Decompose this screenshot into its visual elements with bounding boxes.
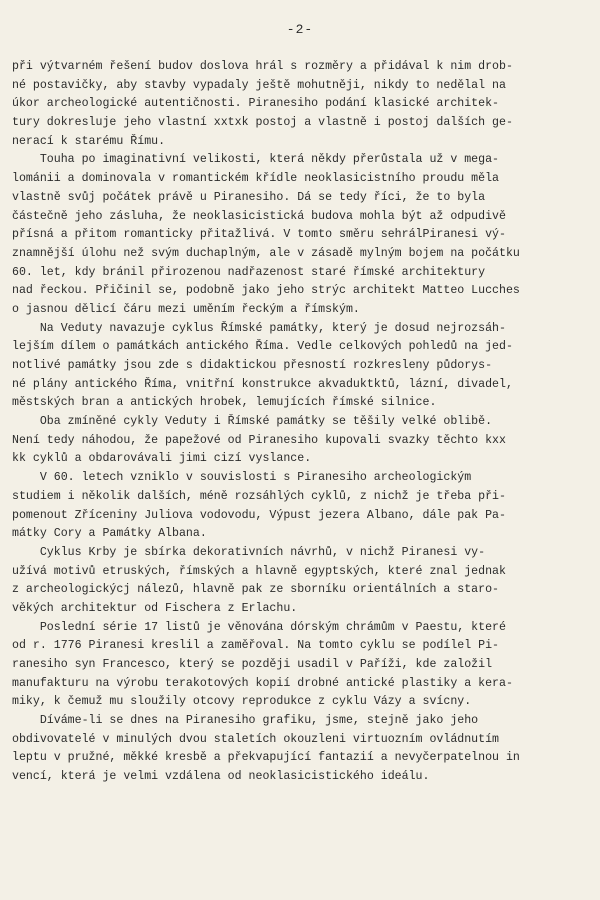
- text-line: miky, k čemuž mu sloužily otcovy reprodukce z cyklu Vázy a svícny.: [12, 695, 472, 709]
- text-line: z archeologickýcj nálezů, hlavně pak ze sborníku orientálních a staro-: [12, 583, 500, 597]
- text-line: mátky Cory a Památky Albana.: [12, 527, 207, 541]
- text-line: né plány antického Říma, vnitřní konstrukce akvaduktktů, lázní, divadel,: [12, 377, 513, 391]
- text-line: Cyklus Krby je sbírka dekorativních návrhů, v nichž Piranesi vy-: [12, 545, 486, 559]
- text-line: vencí, která je velmi vzdálena od neoklasicistického ideálu.: [12, 770, 430, 784]
- text-line: Díváme-li se dnes na Piranesiho grafiku, jsme, stejně jako jeho: [12, 714, 479, 728]
- text-line: nad řeckou. Přičinil se, podobně jako jeho strýc architekt Matteo Lucches: [12, 284, 520, 298]
- text-line: leptu v pružné, měkké kresbě a překvapující fantazií a nevyčerpatelnou in: [12, 751, 520, 765]
- text-line: lejším dílem o památkách antického Říma. Vedle celkových pohledů na jed-: [12, 340, 513, 354]
- text-line: Poslední série 17 listů je věnována dórským chrámům v Paestu, které: [12, 620, 506, 634]
- text-line: ranesiho syn Francesco, který se později usadil v Paříži, kde založil: [12, 658, 493, 671]
- text-line: městských bran a antických hrobek, lemujících římské silnice.: [12, 396, 437, 410]
- text-line: při výtvarném řešení budov doslova hrál s rozměry a přidával k nim drob-: [12, 60, 513, 73]
- text-line: znamnější úlohu než svým duchaplným, ale v zásadě mylným bojem na počátku: [12, 246, 520, 260]
- text-line: studiem i několik dalších, méně rozsáhlých cyklů, z nichž je třeba při-: [12, 489, 506, 503]
- page-number: -2-: [286, 22, 314, 37]
- text-line: věkých architektur od Fischera z Erlachu.: [12, 601, 298, 615]
- text-line: notlivé památky jsou zde s didaktickou přesností rozkresleny půdorys-: [12, 359, 493, 372]
- text-line: od r. 1776 Piranesi kreslil a zaměřoval. Na tomto cyklu se podílel Pi-: [12, 639, 500, 653]
- text-line: lománii a dominovala v romantickém křídle neoklasicistního proudu měla: [12, 172, 500, 186]
- text-line: né postavičky, aby stavby vypadaly ještě mohutněji, nikdy to nedělal na: [12, 78, 506, 92]
- text-line: manufakturu na výrobu terakotových kopií drobné antické plastiky a kera-: [12, 676, 513, 690]
- text-line: Na Veduty navazuje cyklus Římské památky, který je dosud nejrozsáh-: [12, 321, 506, 335]
- text-line: 60. let, kdy bránil přirozenou nadřazenost staré římské architektury: [12, 265, 486, 279]
- text-line: užívá motivů etruských, římských a hlavně egyptských, které znal jednak: [12, 564, 506, 578]
- text-line: vlastně svůj počátek právě u Piranesiho. Dá se tedy říci, že to byla: [12, 190, 486, 204]
- text-line: nerací k starému Římu.: [12, 134, 166, 148]
- text-line: částečně jeho zásluha, že neoklasicistická budova mohla být až odpudivě: [12, 209, 506, 223]
- text-line: Není tedy náhodou, že papežové od Piranesiho kupovali svazky těchto kxx: [12, 433, 506, 447]
- text-line: V 60. letech vzniklo v souvislosti s Piranesiho archeologickým: [12, 471, 472, 485]
- text-line: přísná a přitom romanticky přitažlivá. V tomto směru sehrálPiranesi vý-: [12, 228, 506, 242]
- text-line: Touha po imaginativní velikosti, která někdy přerůstala už v mega-: [12, 153, 500, 167]
- text-line: kk cyklů a obdarovávali jimi cizí vyslance.: [12, 452, 312, 466]
- document-body: [12, 58, 600, 787]
- text-line: o jasnou dělicí čáru mezi uměním řeckým a římským.: [12, 302, 360, 316]
- text-line: obdivovatelé v minulých dvou staletích okouzleni virtuozním ovládnutím: [12, 732, 500, 746]
- text-line: úkor archeologické autentičnosti. Piranesiho podání klasické architek-: [12, 97, 500, 111]
- text-line: Oba zmíněné cykly Veduty i Římské památky se těšily velké oblibě.: [12, 415, 493, 429]
- text-line: tury dokresluje jeho vlastní xxtxk postoj a vlastně i postoj dalších ge-: [12, 116, 513, 130]
- text-line: pomenout Zříceniny Juliova vodovodu, Výpust jezera Albano, dále pak Pa-: [12, 508, 506, 522]
